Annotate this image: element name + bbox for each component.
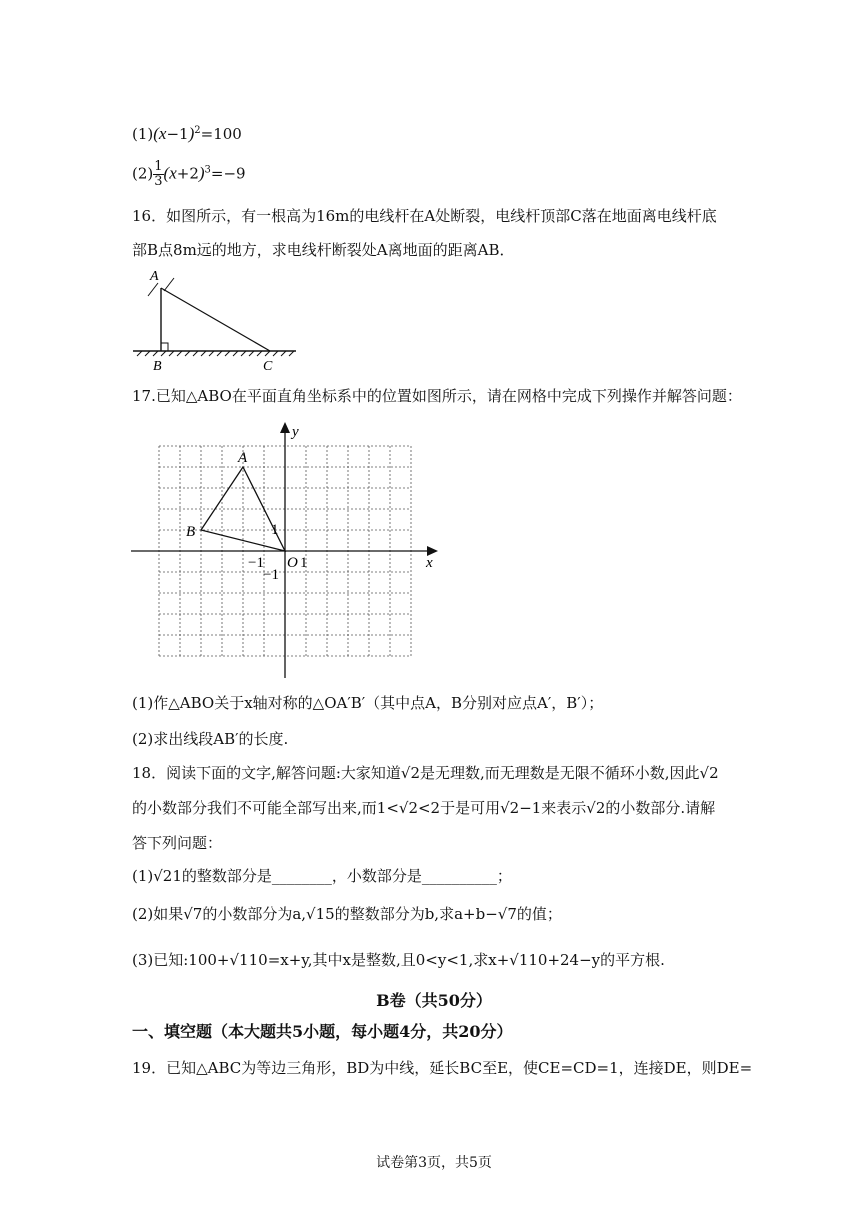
section-b-title: B卷（共50分） [376, 991, 492, 1010]
q17-part1: (1)作△ABO关于x轴对称的△OA′B′（其中点A，B分别对应点A′，B′）； [132, 694, 604, 712]
q17-tick-1-x: 1 [300, 555, 308, 571]
page-footer: 试卷第3页，共5页 [376, 1155, 492, 1171]
q18-part1: (1)√21的整数部分是________，小数部分是__________； [132, 867, 512, 885]
q17-axis-x-label: x [426, 555, 433, 571]
q15-part2: (2) $\frac{1}{3}$ $(x+2)^3=-9$ [132, 159, 246, 189]
q16-label-B: B [153, 359, 162, 374]
q17-label-O: O [287, 555, 298, 571]
q16-figure [128, 266, 303, 376]
q18-text-line3: 答下列问题： [132, 834, 223, 852]
q18-part2: (2)如果√7的小数部分为a,√15的整数部分为b,求a+b−√7的值； [132, 905, 562, 923]
q16-text-line1: 16．如图所示，有一根高为16m的电线杆在A处断裂，电线杆顶部C落在地面离电线杆底 [132, 207, 717, 225]
q17-axis-y-label: y [292, 424, 299, 440]
q17-intro: 17.已知△ABO在平面直角坐标系中的位置如图所示，请在网格中完成下列操作并解答问题： [132, 387, 742, 405]
q17-coordinate-figure [128, 416, 448, 686]
q17-label-A: A [238, 450, 248, 466]
q16-text-line2: 部B点8m远的地方，求电线杆断裂处A离地面的距离AB． [132, 241, 515, 259]
q17-label-B: B [186, 524, 196, 540]
q19-text-line1: 19．已知△ABC为等边三角形，BD为中线，延长BC至E，使CE=CD=1，连接DE，则DE= [132, 1059, 753, 1077]
q17-tick-neg1-y: −1 [263, 567, 279, 583]
q18-text-line2: 的小数部分我们不可能全部写出来,而1<√2<2于是可用√2−1来表示√2的小数部分.请解 [132, 799, 716, 817]
q17-tick-1-y: 1 [271, 522, 279, 538]
q16-label-A: A [150, 269, 159, 284]
q18-part3: (3)已知:100+√110=x+y,其中x是整数,且0<y<1,求x+√110+24−y的平方根. [132, 951, 665, 969]
q17-part2: (2)求出线段AB′的长度. [132, 730, 289, 748]
section-b-part1-heading: 一、填空题（本大题共5小题，每小题4分，共20分） [132, 1022, 513, 1041]
q18-text-line1: 18．阅读下面的文字,解答问题:大家知道√2是无理数,而无理数是无限不循环小数,因此√2 [132, 764, 719, 782]
q17-tick-neg1-x: −1 [248, 555, 264, 571]
q16-label-C: C [263, 359, 273, 374]
q15-part1: $(1)(x-1)^2=100$ [132, 124, 242, 143]
